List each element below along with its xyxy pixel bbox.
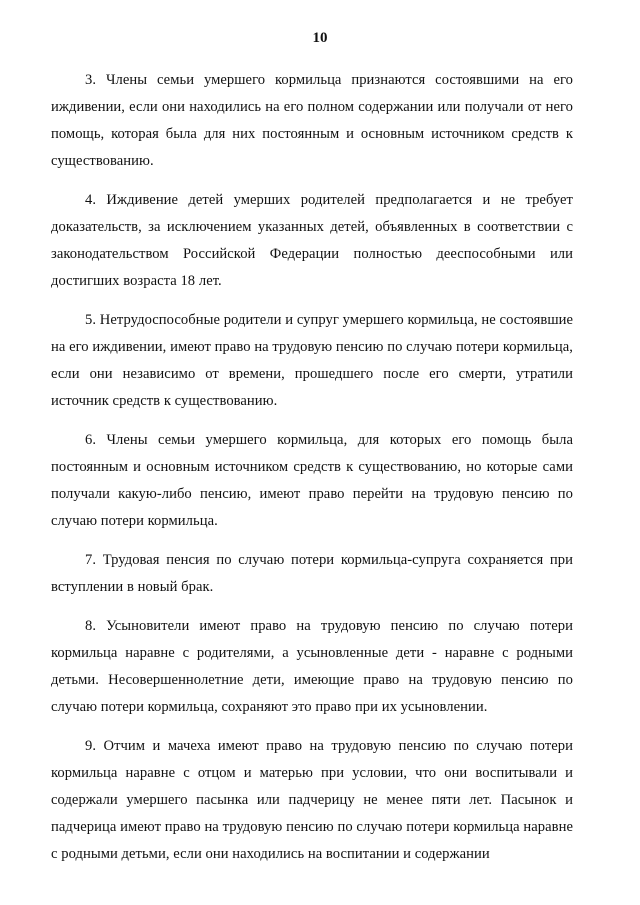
paragraph-8: 8. Усыновители имеют право на трудовую пенсию по случаю потери кормильца наравне с родителями, а усыновленные дети - наравне с родными детьми. Несовершеннолетние дети, имеющие право на трудовую пенсию по случаю потери кормильца, сохраняют это право при их усыновлении.: [51, 618, 573, 715]
paragraph-9: 9. Отчим и мачеха имеют право на трудовую пенсию по случаю потери кормильца наравне с отцом и матерью при условии, что они воспитывали и содержали умершего пасынка или падчерицу не менее пяти лет. Пасынок и падчерица имеют право на трудовую пенсию по случаю потери кормильца наравне с родными детьми, если они находились на воспитании и содержании: [51, 738, 573, 862]
document-body: [51, 67, 573, 880]
page-number: 10: [312, 30, 328, 46]
paragraph-5: 5. Нетрудоспособные родители и супруг умершего кормильца, не состоявшие на его иждивении, имеют право на трудовую пенсию по случаю потери кормильца, если они независимо от времени, прошедшего после его смерти, утратили источник средств к существованию.: [51, 312, 573, 409]
paragraph-6: 6. Члены семьи умершего кормильца, для которых его помощь была постоянным и основным источником средств к существованию, но которые сами получали какую-либо пенсию, имеют право перейти на трудовую пенсию по случаю потери кормильца.: [51, 432, 573, 529]
paragraph-4: 4. Иждивение детей умерших родителей предполагается и не требует доказательств, за исключением указанных детей, объявленных в соответствии с законодательством Российской Федерации полностью дееспособными или достигших возраста 18 лет.: [51, 192, 573, 289]
paragraph-7: 7. Трудовая пенсия по случаю потери кормильца-супруга сохраняется при вступлении в новый брак.: [51, 552, 573, 595]
paragraph-3: 3. Члены семьи умершего кормильца признаются состоявшими на его иждивении, если они находились на его полном содержании или получали от него помощь, которая была для них постоянным и основным источником средств к существованию.: [51, 72, 573, 169]
